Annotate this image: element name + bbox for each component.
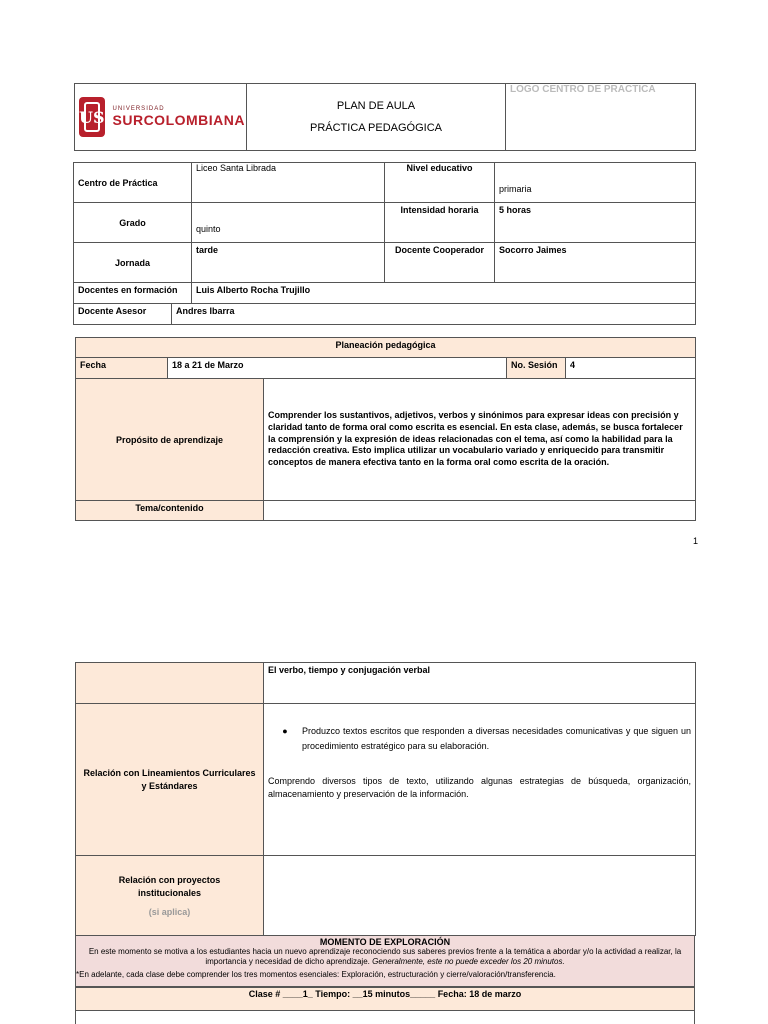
exploracion-title: MOMENTO DE EXPLORACIÓN [319,937,451,947]
exploracion-desc: En este momento se motiva a los estudiantes hacia un nuevo aprendizaje reconociendo sus saberes previos frente a la temática a abordar y/o la actividad a realizar, la importancia y necesidad de dicho aprendizaje. Generalmente, este no puede exceder los 20 minutos. [88,947,682,966]
asesor-value: Andres Ibarra [172,304,696,325]
relacion-text: Comprendo diversos tipos de texto, utilizando algunas estrategias de búsqueda, organización, almacenamiento y preservación de la información. [268,775,691,800]
fecha-value: 18 a 21 de Marzo [168,358,507,379]
intensidad-value: 5 horas [495,203,696,243]
tema-value: El verbo, tiempo y conjugación verbal [264,663,696,704]
proposito-label: Propósito de aprendizaje [76,379,264,501]
exploracion-block [75,935,695,987]
fecha-label: Fecha [76,358,168,379]
relacion-label: Relación con Lineamientos Curriculares y Estándares [76,704,264,856]
proposito-text: Comprender los sustantivos, adjetivos, verbos y sinónimos para expresar ideas con precisión y claridad tanto de forma oral como escrita es esencial. En esta clase, además, se busca fortalecer la comprensión y la expresión de ideas relacionadas con el tema, así como la habilidad para la redacción creativa. Esto implica utilizar un vocabulario variado y enriquecido para transmitir conceptos de manera efectiva tanto en la forma oral como escrita de la oración. [264,379,696,501]
logo-cell [75,84,247,151]
formacion-value: Luis Alberto Rocha Trujillo [192,283,696,304]
proyectos-note: (si aplica) [148,907,191,918]
university-logo [79,97,246,137]
bullet-item: ● Produzco textos escritos que responden a diversas necesidades comunicativas y que siguen un procedimiento estratégico para su elaboración. [268,724,691,755]
proyectos-cell [76,856,264,936]
formacion-label: Docentes en formación [74,283,192,304]
centro-value: Liceo Santa Librada [192,163,385,203]
grado-label: Grado [74,203,192,243]
info-table [73,162,696,325]
nivel-label: Nivel educativo [385,163,495,203]
sesion-value: 4 [566,358,696,379]
planeacion-title: Planeación pedagógica [76,338,696,358]
university-emblem: US [79,97,105,137]
jornada-label: Jornada [74,243,192,283]
cooperador-label: Docente Cooperador [385,243,495,283]
centro-label: Centro de Práctica [74,163,192,203]
doc-title: PLAN DE AULA [336,100,416,112]
tema-empty-cell [264,501,696,521]
logo-placeholder: LOGO CENTRO DE PRACTICA [506,84,696,151]
clase-row: Clase # ____1_ Tiempo: __15 minutos_____ Fecha: 18 de marzo [75,987,695,1011]
tema-label-continued [76,663,264,704]
asesor-label: Docente Asesor [74,304,172,325]
proyectos-empty-cell [264,856,696,936]
relacion-table [75,662,696,936]
proyectos-label: Relación con proyectos institucionales [118,874,221,898]
clase-body-cell [75,1011,695,1024]
university-small-label: UNIVERSIDAD [112,106,165,112]
bullet-icon: ● [282,726,288,736]
university-name: SURCOLOMBIANA [112,112,246,128]
doc-subtitle: PRÁCTICA PEDAGÓGICA [309,122,443,134]
planeacion-table [75,337,696,521]
header-table [74,83,696,151]
exploracion-note: *En adelante, cada clase debe comprender los tres momentos esenciales: Exploración, estructuración y cierre/valoración/transferencia. [76,970,556,980]
sesion-label: No. Sesión [507,358,566,379]
page-number: 1 [693,536,699,546]
cooperador-value: Socorro Jaimes [495,243,696,283]
tema-label: Tema/contenido [76,501,264,521]
title-cell [247,84,506,151]
relacion-cell [264,704,696,856]
grado-value: quinto [192,203,385,243]
nivel-value: primaria [495,163,696,203]
intensidad-label: Intensidad horaria [385,203,495,243]
jornada-value: tarde [192,243,385,283]
